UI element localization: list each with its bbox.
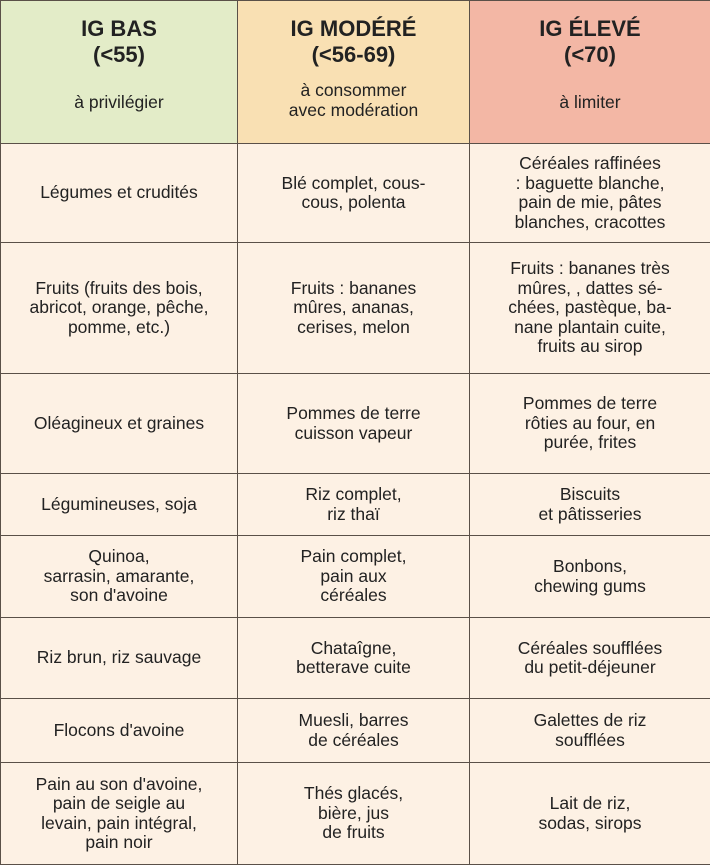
cell-ig-modere: Pommes de terre cuisson vapeur	[238, 374, 470, 474]
cell-ig-eleve: Fruits : bananes très mûres, , dattes sé- chées, pastèque, ba- nane plantain cuite, fruits au sirop	[470, 243, 710, 374]
table-row	[1, 243, 710, 374]
table-row	[1, 536, 710, 618]
cell-ig-bas: Légumineuses, soja	[1, 474, 238, 536]
header-subtitle: à consommer avec modération	[248, 80, 459, 120]
table-row	[1, 699, 710, 763]
table-row	[1, 763, 710, 865]
cell-ig-eleve: Céréales soufflées du petit-déjeuner	[470, 618, 710, 699]
cell-ig-bas: Riz brun, riz sauvage	[1, 618, 238, 699]
header-subtitle: à privilégier	[11, 92, 227, 112]
header-subtitle: à limiter	[480, 92, 700, 112]
cell-ig-modere: Muesli, barres de céréales	[238, 699, 470, 763]
table-row	[1, 474, 710, 536]
cell-ig-bas: Quinoa, sarrasin, amarante, son d'avoine	[1, 536, 238, 618]
table-row	[1, 374, 710, 474]
cell-ig-modere: Fruits : bananes mûres, ananas, cerises, melon	[238, 243, 470, 374]
cell-ig-eleve: Galettes de riz soufflées	[470, 699, 710, 763]
cell-ig-bas: Flocons d'avoine	[1, 699, 238, 763]
cell-ig-bas: Pain au son d'avoine, pain de seigle au levain, pain intégral, pain noir	[1, 763, 238, 865]
cell-ig-modere: Riz complet, riz thaï	[238, 474, 470, 536]
cell-ig-eleve: Bonbons, chewing gums	[470, 536, 710, 618]
cell-ig-bas: Oléagineux et graines	[1, 374, 238, 474]
cell-ig-eleve: Biscuits et pâtisseries	[470, 474, 710, 536]
cell-ig-eleve: Lait de riz, sodas, sirops	[470, 763, 710, 865]
header-ig-eleve	[470, 1, 710, 144]
header-title: IG BAS (<55)	[11, 16, 227, 68]
cell-ig-eleve: Pommes de terre rôties au four, en purée, frites	[470, 374, 710, 474]
table-row	[1, 618, 710, 699]
header-ig-modere	[238, 1, 470, 144]
header-title: IG MODÉRÉ (<56-69)	[248, 16, 459, 68]
cell-ig-modere: Thés glacés, bière, jus de fruits	[238, 763, 470, 865]
header-ig-bas	[1, 1, 238, 144]
cell-ig-modere: Chataîgne, betterave cuite	[238, 618, 470, 699]
table-row	[1, 144, 710, 243]
cell-ig-modere: Pain complet, pain aux céréales	[238, 536, 470, 618]
cell-ig-modere: Blé complet, cous- cous, polenta	[238, 144, 470, 243]
cell-ig-eleve: Céréales raffinées : baguette blanche, pain de mie, pâtes blanches, cracottes	[470, 144, 710, 243]
cell-ig-bas: Légumes et crudités	[1, 144, 238, 243]
cell-ig-bas: Fruits (fruits des bois, abricot, orange, pêche, pomme, etc.)	[1, 243, 238, 374]
header-row	[1, 1, 710, 144]
header-title: IG ÉLEVÉ (<70)	[480, 16, 700, 68]
